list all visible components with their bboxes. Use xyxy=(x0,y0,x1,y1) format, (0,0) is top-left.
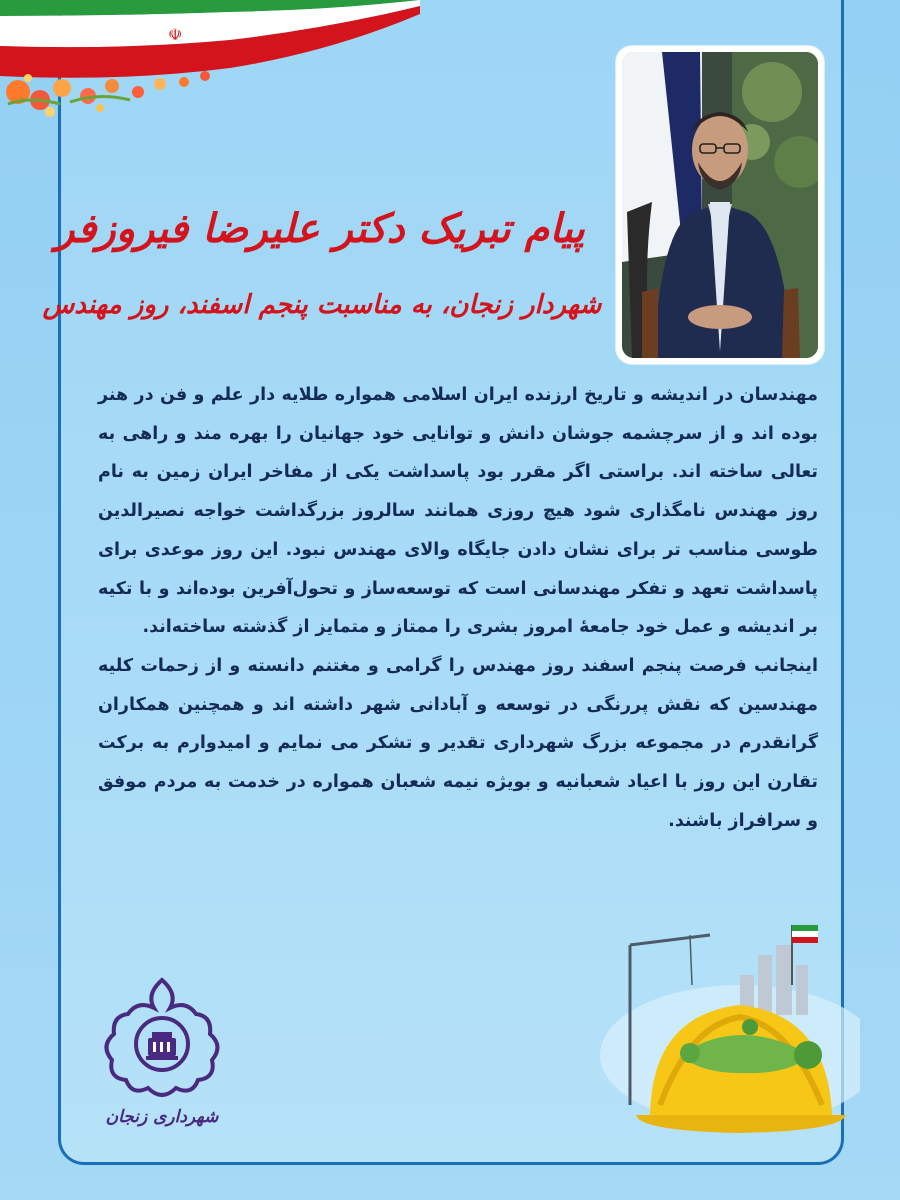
portrait-photo xyxy=(622,52,818,358)
message-paragraph-1: مهندسان در اندیشه و تاریخ ارزنده ایران اسلامی همواره طلایه دار علم و فن در هنر بوده اند و از سرچشمه جوشان دانش و توانایی خود جهانیان را بهره مند و راهی به تعالی ساخته اند. براستی اگر مقرر بود پاسداشت یکی از مفاخر ایران زمین به نام روز مهندس نامگذاری شود هیچ روزی همانند سالروز بزرگداشت خواجه نصیرالدین طوسی مناسب تر برای نشان دادن جایگاه والای مهندس نبود. این روز موعدی برای پاسداشت تعهد و تفکر مهندسانی است که توسعه‌ساز و تحول‌آفرین بوده‌اند و با تکیه بر اندیشه و عمل خود جامعهٔ امروز بشری را ممتاز و متمایز از گذشته ساخته‌اند. xyxy=(98,385,818,638)
portrait-frame xyxy=(616,46,824,364)
zanjan-municipality-logo xyxy=(98,972,226,1142)
svg-text:☫: ☫ xyxy=(168,25,183,44)
iran-flag-ribbon xyxy=(0,0,420,120)
message-paragraph-2: اینجانب فرصت پنجم اسفند روز مهندس را گرامی و مغتنم دانسته و از زحمات کلیه مهندسین که نقش پررنگی در توسعه و آبادانی شهر داشته اند و همچنین همکاران گرانقدرم در مجموعه بزرگ شهرداری تقدیر و تشکر می نمایم و امیدوارم به برکت تقارن این روز با اعیاد شعبانیه و بویژه نیمه شعبان همواره در خدمت به مردم موفق و سرافراز باشند. xyxy=(98,655,818,831)
logo-caption: شهرداری زنجان xyxy=(105,1107,219,1127)
engineer-helmet-city-illustration xyxy=(540,905,860,1165)
greeting-subtitle: شهردار زنجان، به مناسبت پنجم اسفند، روز مهندس xyxy=(42,290,602,320)
greeting-title: پیام تبریک دکتر علیرضا فیروزفر xyxy=(55,205,585,252)
message-body xyxy=(98,376,818,840)
